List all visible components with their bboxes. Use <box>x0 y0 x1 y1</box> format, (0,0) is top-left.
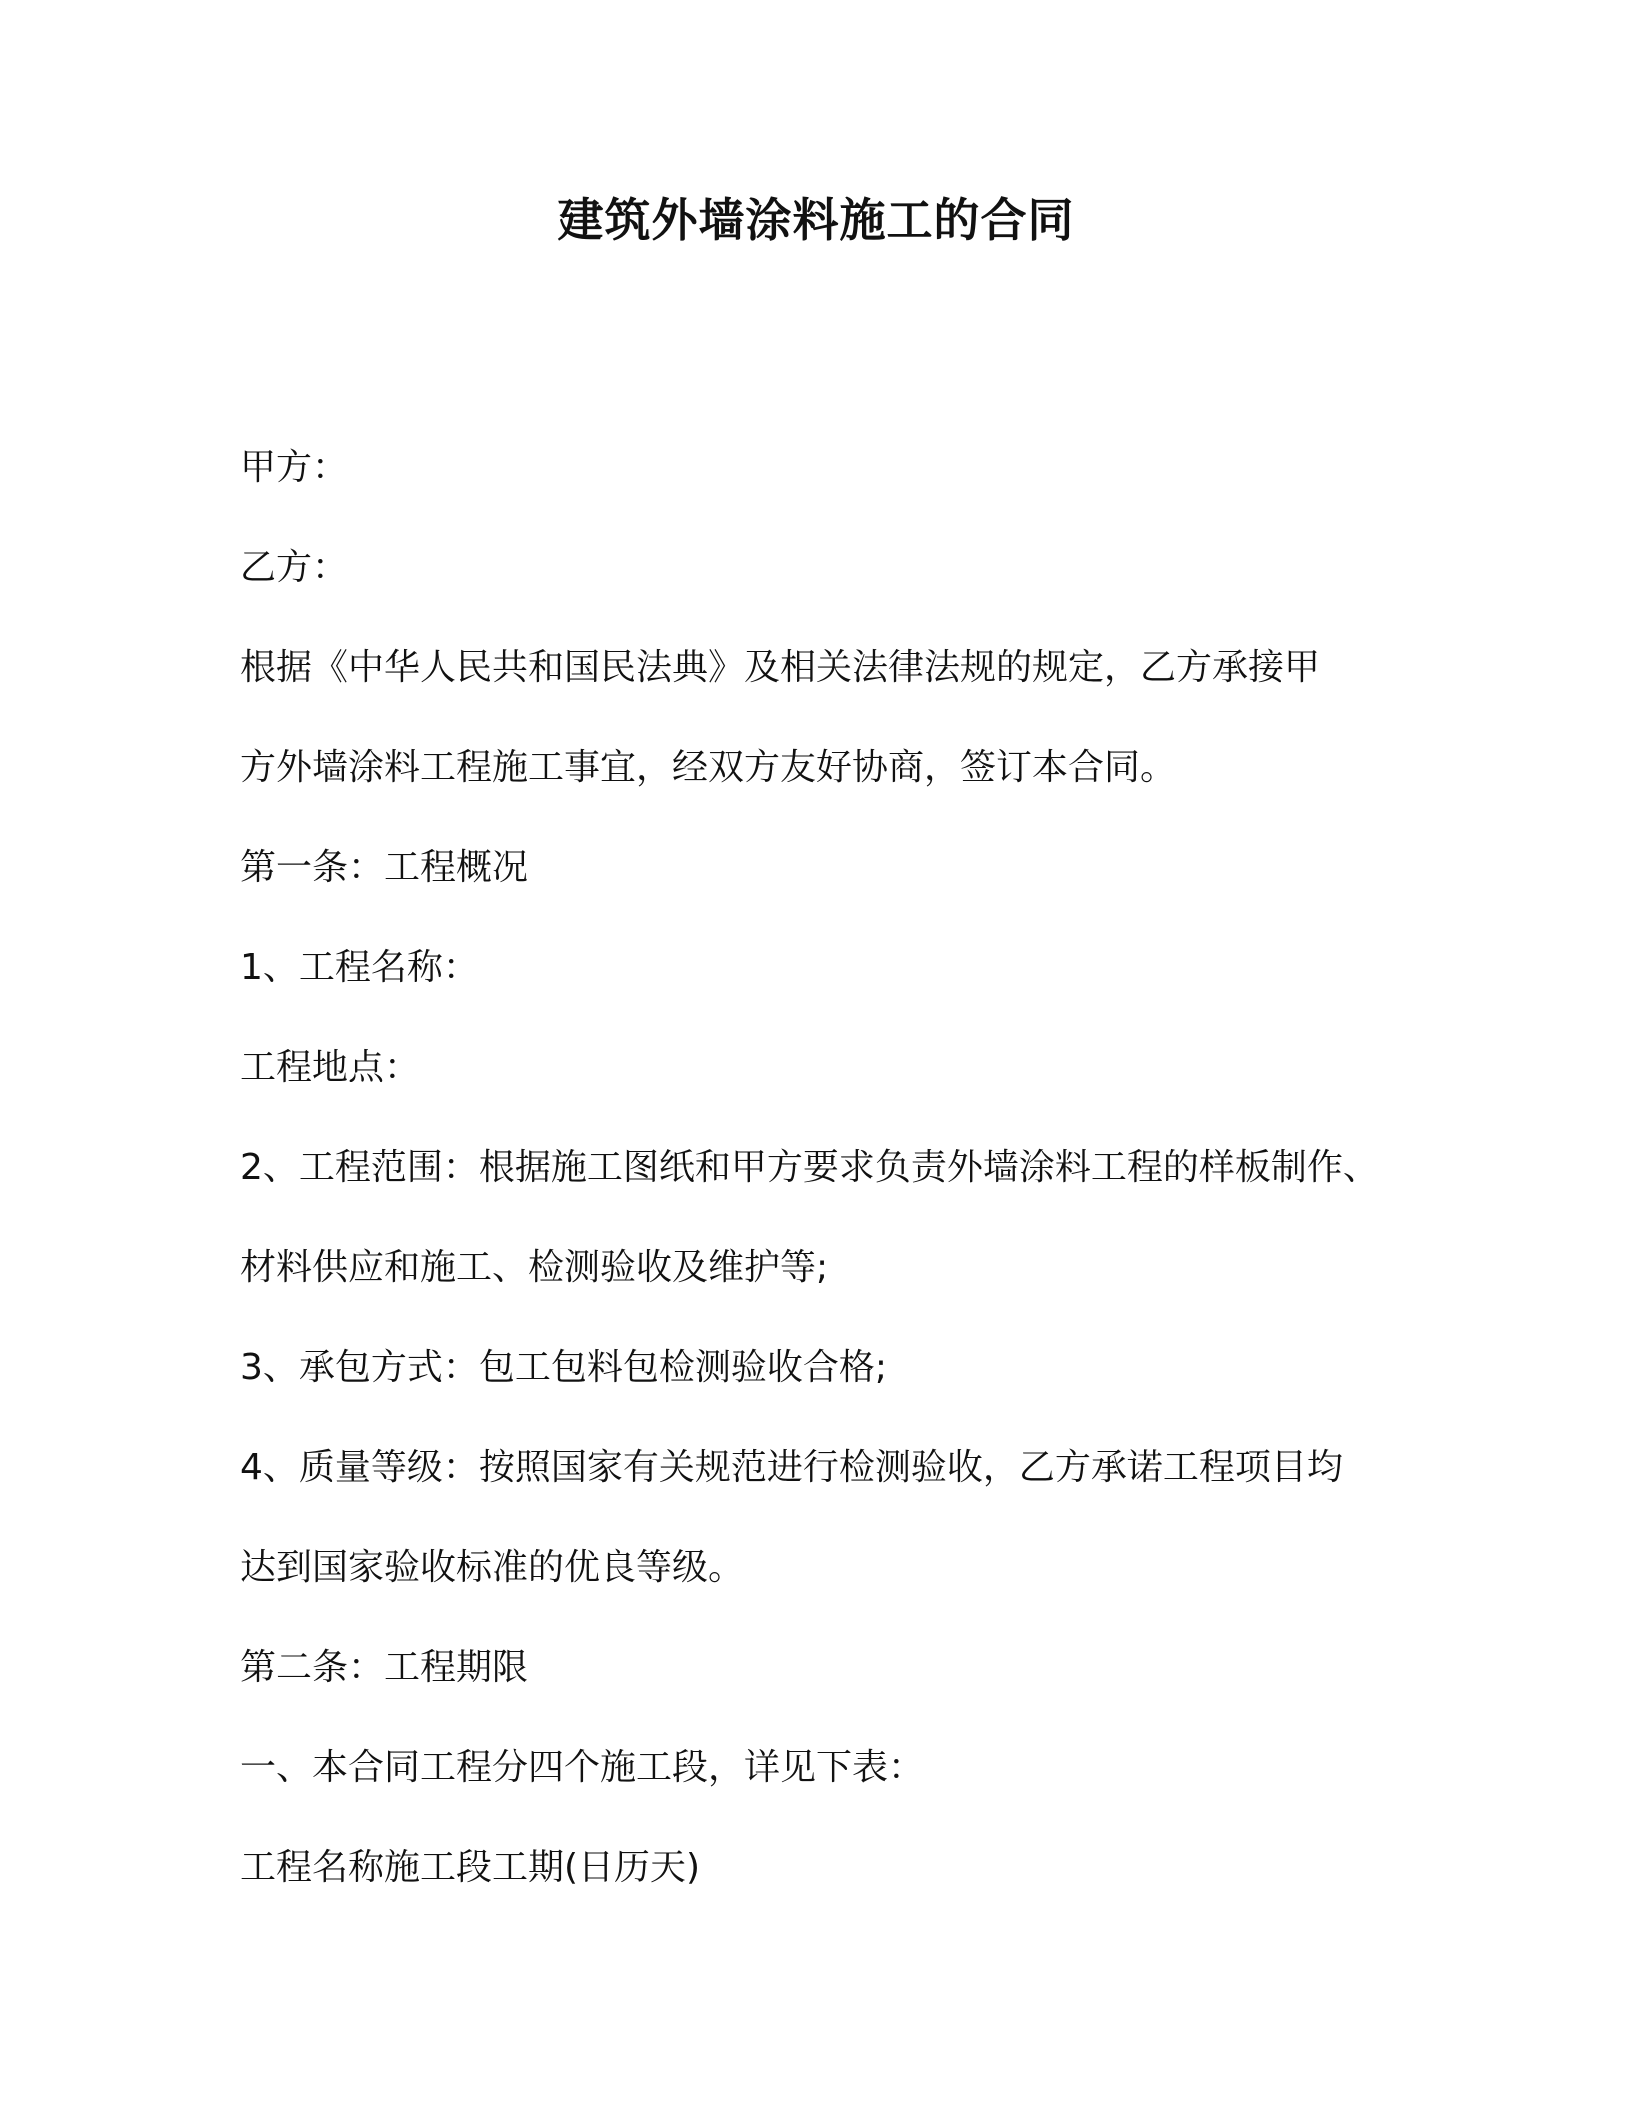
party-a-line: 甲方： <box>240 447 349 488</box>
article-one-heading: 第一条：工程概况 <box>240 847 529 888</box>
table-header-line: 工程名称施工段工期(日历天) <box>240 1847 701 1888</box>
project-location-line: 工程地点： <box>240 1047 421 1088</box>
contract-method-line: 3、承包方式：包工包料包检测验收合格; <box>240 1347 888 1388</box>
project-name-line: 1、工程名称： <box>240 947 479 988</box>
party-b-line: 乙方： <box>240 547 349 588</box>
article-two-heading: 第二条：工程期限 <box>240 1647 529 1688</box>
project-scope-line-1: 2、工程范围：根据施工图纸和甲方要求负责外墙涂料工程的样板制作、 <box>240 1147 1379 1188</box>
intro-paragraph-line-1: 根据《中华人民共和国民法典》及相关法律法规的规定，乙方承接甲 <box>240 647 1321 688</box>
quality-grade-line-1: 4、质量等级：按照国家有关规范进行检测验收，乙方承诺工程项目均 <box>240 1447 1343 1488</box>
construction-segments-line: 一、本合同工程分四个施工段，详见下表： <box>240 1747 925 1788</box>
quality-grade-line-2: 达到国家验收标准的优良等级。 <box>240 1547 745 1588</box>
document-body <box>240 418 1420 1918</box>
document-title: 建筑外墙涂料施工的合同 <box>557 193 1075 247</box>
intro-paragraph-line-2: 方外墙涂料工程施工事宜，经双方友好协商，签订本合同。 <box>240 747 1177 788</box>
project-scope-line-2: 材料供应和施工、检测验收及维护等; <box>240 1247 829 1288</box>
